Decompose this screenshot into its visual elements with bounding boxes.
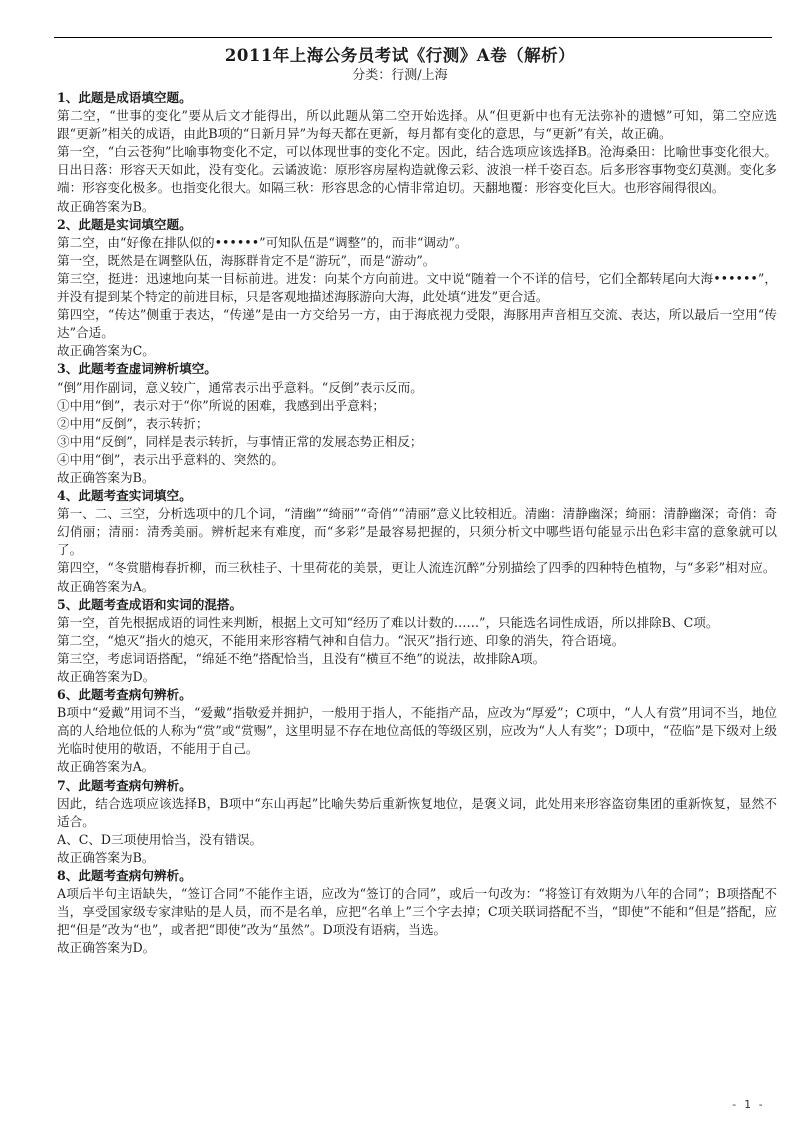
analysis-paragraph: 第四空，“冬赏腊梅春折柳，而三秋桂子、十里荷花的美景，更让人流连沉醉”分别描绘了四季的四种特色植物，与“多彩”相对应。	[57, 560, 776, 576]
question-heading: 8、此题考查病句辨析。	[57, 868, 192, 884]
analysis-paragraph: 故正确答案为A。	[57, 759, 155, 775]
analysis-paragraph: B项中“爱戴”用词不当，“爱戴”指敬爱并拥护，一般用于指人，不能指产品，应改为“厚爱”；C项中，“人人有赏”用词不当，地位高的人给地位低的人称为“赏”或“赏赐”，这里明显不存在地位高低的等级区别，应改为“人人有奖”；D项中，“莅临”是下级对上级光临时使用的敬语，不能用于自己。	[57, 705, 777, 757]
analysis-paragraph: ④中用“倒”，表示出乎意料的、突然的。	[57, 451, 284, 467]
question-heading: 6、此题考查病句辨析。	[57, 687, 192, 703]
analysis-paragraph: 故正确答案为C。	[57, 343, 155, 359]
analysis-paragraph: 故正确答案为B。	[57, 469, 155, 485]
analysis-paragraph: 第三空，挺进：迅速地向某一目标前进。进发：向某个方向前进。文中说“随着一个不详的信号，它们全都转尾向大海••••••”，并没有提到某个特定的前进目标，只是客观地描述海豚游向大海，此处填“进发”更合适。	[57, 270, 777, 305]
analysis-paragraph: A、C、D三项使用恰当，没有错误。	[57, 831, 263, 847]
analysis-paragraph: 故正确答案为D。	[57, 669, 156, 684]
document-title: 2011年上海公务员考试《行测》A卷（解析）	[224, 46, 576, 65]
question-heading: 4、此题考查实词填空。	[57, 488, 192, 504]
analysis-paragraph: “倒”用作副词，意义较广，通常表示出乎意料。“反倒”表示反而。	[57, 379, 423, 395]
analysis-paragraph: 第四空，“传达”侧重于表达，“传递”是由一方交给另一方，由于海底视力受限，海豚用声音相互交流、表达，所以最后一空用“传达”合适。	[57, 307, 777, 341]
analysis-paragraph: 第二空，由“好像在排队似的••••••”可知队伍是“调整”的，而非“调动”。	[57, 234, 468, 250]
question-heading: 7、此题考查病句辨析。	[57, 777, 192, 793]
question-heading: 3、此题考查虚词辨析填空。	[57, 361, 217, 377]
analysis-paragraph: A项后半句主语缺失，“签订合同”不能作主语，应改为“签订的合同”，或后一句改为：“将签订有效期为八年的合同”；B项搭配不当，享受国家级专家津贴的是人员，而不是名单，应把“名单上”三个字去掉；C项关联词搭配不当，“即使”不能和“但是”搭配，应把“但是”改为“也”，或者把“即使”改为“虽然”。D项没有语病，当选。	[57, 886, 777, 938]
question-heading: 1、此题是成语填空题。	[57, 90, 192, 105]
header-rule	[54, 37, 772, 38]
analysis-paragraph: 故正确答案为D。	[57, 940, 156, 956]
analysis-paragraph: ③中用“反倒”，同样是表示转折，与事情正常的发展态势正相反；	[57, 433, 423, 449]
analysis-paragraph: 第二空，“世事的变化”要从后文才能得出，所以此题从第二空开始选择。从“但更新中也有无法弥补的遗憾”可知，第二空应选跟“更新”相关的成语，由此B项的“日新月异”为每天都在更新，每月都有变化的意思，与“更新”有关，故正确。	[57, 108, 777, 142]
analysis-paragraph: 故正确答案为B。	[57, 198, 155, 214]
document-category: 分类：行测/上海	[352, 68, 448, 83]
question-heading: 2、此题是实词填空题。	[57, 216, 192, 232]
page-number: - 1 -	[730, 1098, 764, 1111]
analysis-paragraph: 故正确答案为A。	[57, 578, 155, 594]
analysis-paragraph: 第一空，首先根据成语的词性来判断，根据上文可知“经历了难以计数的……”，只能选名词性成语，所以排除B、C项。	[57, 614, 719, 630]
analysis-paragraph: 第一、二、三空，分析选项中的几个词，“清幽”“绮丽”“奇俏”“清丽”意义比较相近。清幽：清静幽深；绮丽：清静幽深；奇俏：奇幻俏丽；清丽：清秀美丽。辨析起来有难度，而“多彩”是最容易把握的，只须分析文中哪些语句能显示出色彩丰富的意象就可以了。	[57, 506, 777, 558]
analysis-paragraph: ②中用“反倒”，表示转折；	[57, 415, 209, 431]
document-body	[57, 89, 777, 958]
analysis-paragraph: 第一空，“白云苍狗”比喻事物变化不定，可以体现世事的变化不定。因此，结合选项应该选择B。沧海桑田：比喻世事变化很大。日出日落：形容天天如此，没有变化。云谲波诡：原形容房屋构造就像云彩、波浪一样千姿百态。后多形容事物变幻莫测。变化多端：形容变化极多。也指变化很大。如隔三秋：形容思念的心情非常迫切。天翻地覆：形容变化巨大。也形容闹得很凶。	[57, 144, 777, 196]
analysis-paragraph: 第一空，既然是在调整队伍，海豚群肯定不是“游玩”，而是“游动”。	[57, 252, 436, 268]
analysis-paragraph: 故正确答案为B。	[57, 849, 155, 865]
analysis-paragraph: 第三空，考虑词语搭配，“绵延不绝”搭配恰当，且没有“横亘不绝”的说法，故排除A项。	[57, 650, 546, 666]
question-heading: 5、此题考查成语和实词的混搭。	[57, 596, 243, 612]
analysis-paragraph: 第二空，“熄灭”指火的熄灭，不能用来形容精气神和自信力。“泯灭”指行迹、印象的消失，符合语境。	[57, 632, 625, 648]
analysis-paragraph: ①中用“倒”，表示对于“你”所说的困难，我感到出乎意料；	[57, 397, 386, 413]
analysis-paragraph: 因此，结合选项应该选择B，B项中“东山再起”比喻失势后重新恢复地位，是褒义词，此处用来形容盗窃集团的重新恢复，显然不适合。	[57, 795, 777, 829]
